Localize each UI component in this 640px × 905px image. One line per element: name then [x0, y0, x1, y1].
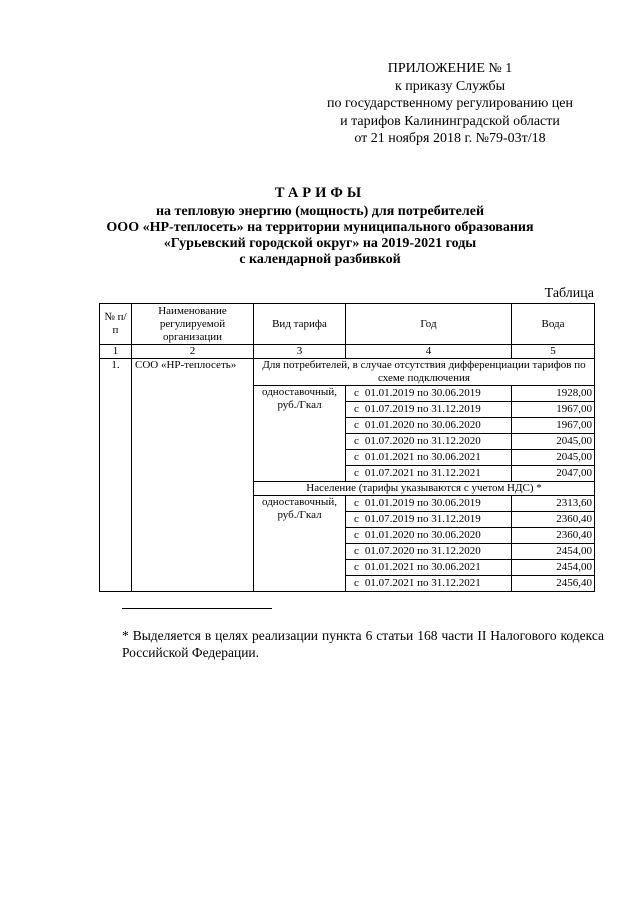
section-row [100, 359, 595, 386]
appendix-line: по государственному регулированию цен [327, 96, 573, 111]
col-number: 3 [254, 345, 346, 359]
document-title [0, 182, 640, 268]
table-label: Таблица [544, 286, 594, 301]
water-value: 2313,60 [512, 496, 595, 512]
org-name: СОО «НР-теплосеть» [132, 359, 254, 592]
footnote: * Выделяется в целях реализации пункта 6 статьи 168 части II Налогового кодекса Российской Федерации. [122, 628, 604, 660]
appendix-line: ПРИЛОЖЕНИЕ № 1 [387, 61, 513, 76]
col-number: 2 [132, 345, 254, 359]
water-value: 2045,00 [512, 450, 595, 466]
header-num: № п/п [100, 304, 132, 345]
footnote-separator [122, 608, 272, 609]
period-cell: с 01.07.2021 по 31.12.2021 [346, 576, 512, 592]
col-number: 1 [100, 345, 132, 359]
tariffs-table [99, 303, 595, 592]
title-line: ООО «НР-теплосеть» на территории муниципального образования [106, 220, 534, 235]
water-value: 1967,00 [512, 418, 595, 434]
header-water: Вода [512, 304, 595, 345]
period-cell: с 01.07.2020 по 31.12.2020 [346, 544, 512, 560]
period-cell: с 01.01.2020 по 30.06.2020 [346, 528, 512, 544]
title-line: на тепловую энергию (мощность) для потребителей [155, 204, 485, 219]
title-line: «Гурьевский городской округ» на 2019-2021 годы [163, 236, 477, 251]
header-tariff-type: Вид тарифа [254, 304, 346, 345]
section-title: Население (тарифы указываются с учетом НДС) * [254, 482, 595, 496]
row-num: 1. [100, 359, 132, 592]
appendix-header [300, 60, 600, 148]
water-value: 2360,40 [512, 512, 595, 528]
period-cell: с 01.01.2019 по 30.06.2019 [346, 386, 512, 402]
tariff-type: одноставочный, руб./Гкал [254, 386, 346, 482]
period-cell: с 01.01.2020 по 30.06.2020 [346, 418, 512, 434]
title-main: ТАРИФЫ [274, 185, 366, 201]
header-year: Год [346, 304, 512, 345]
period-cell: с 01.07.2020 по 31.12.2020 [346, 434, 512, 450]
table-header-row [100, 304, 595, 345]
period-cell: с 01.07.2019 по 31.12.2019 [346, 512, 512, 528]
water-value: 2456,40 [512, 576, 595, 592]
column-number-row [100, 345, 595, 359]
period-cell: с 01.01.2021 по 30.06.2021 [346, 450, 512, 466]
water-value: 2047,00 [512, 466, 595, 482]
period-cell: с 01.07.2019 по 31.12.2019 [346, 402, 512, 418]
tariff-type: одноставочный, руб./Гкал [254, 496, 346, 592]
appendix-line: к приказу Службы [395, 78, 505, 94]
water-value: 2454,00 [512, 560, 595, 576]
header-org: Наименование регулируемой организации [132, 304, 254, 345]
appendix-line: и тарифов Калининградской области [340, 113, 560, 129]
water-value: 2360,40 [512, 528, 595, 544]
appendix-line: от 21 ноября 2018 г. №79-03т/18 [354, 131, 546, 146]
water-value: 1928,00 [512, 386, 595, 402]
period-cell: с 01.07.2021 по 31.12.2021 [346, 466, 512, 482]
section-title: Для потребителей, в случае отсутствия дифференциации тарифов по схеме подключения [254, 359, 595, 386]
col-number: 4 [346, 345, 512, 359]
water-value: 2045,00 [512, 434, 595, 450]
water-value: 1967,00 [512, 402, 595, 418]
period-cell: с 01.01.2019 по 30.06.2019 [346, 496, 512, 512]
water-value: 2454,00 [512, 544, 595, 560]
title-line: с календарной разбивкой [239, 252, 401, 267]
col-number: 5 [512, 345, 595, 359]
period-cell: с 01.01.2021 по 30.06.2021 [346, 560, 512, 576]
